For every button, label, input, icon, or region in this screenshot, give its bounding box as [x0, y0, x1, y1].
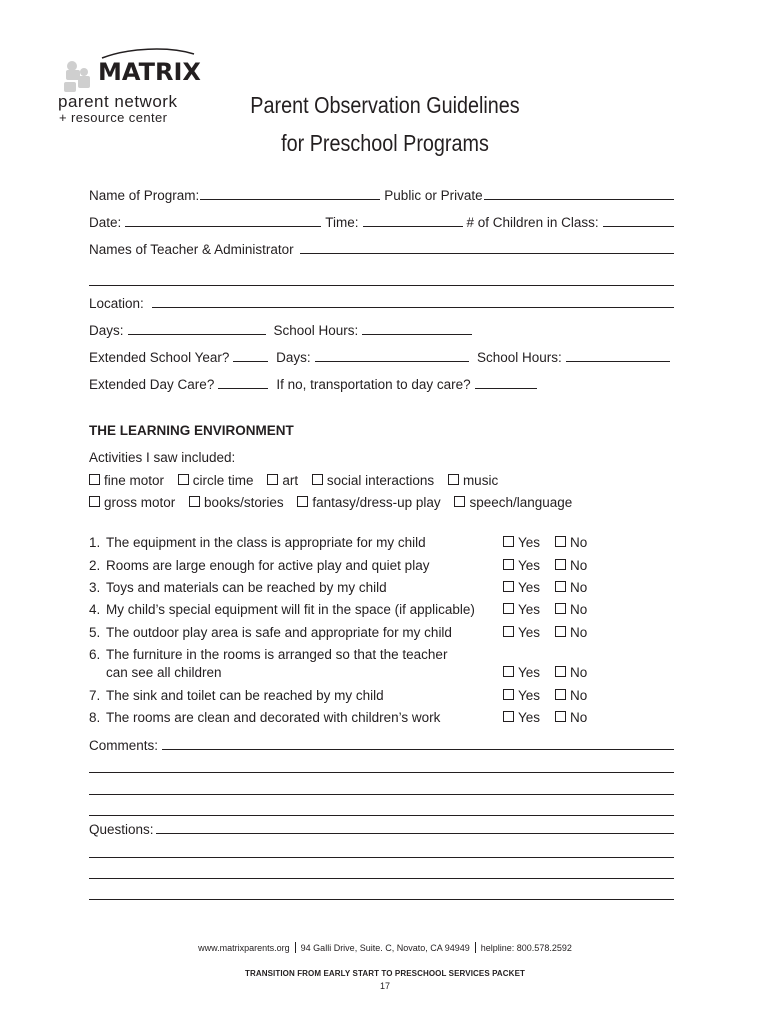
checkbox-icon[interactable] [503, 689, 514, 700]
yes-label: Yes [518, 665, 541, 680]
extended-school-year-field[interactable] [233, 361, 268, 362]
teacher-admin-field[interactable] [300, 253, 674, 254]
yes-option[interactable] [503, 535, 540, 550]
no-label: No [570, 602, 588, 617]
no-label: No [570, 625, 588, 640]
children-count-field[interactable] [603, 226, 674, 227]
program-row [89, 188, 674, 203]
checkbox-icon[interactable] [555, 536, 566, 547]
question-text: Toys and materials can be reached by my child [106, 580, 387, 595]
checkbox-icon[interactable] [503, 559, 514, 570]
school-hours-label: School Hours: [273, 323, 359, 338]
checkbox-icon[interactable] [503, 536, 514, 547]
comments-line-4[interactable] [89, 815, 674, 816]
checkbox-icon[interactable] [555, 581, 566, 592]
checkbox-icon[interactable] [312, 474, 323, 485]
yes-label: Yes [518, 535, 541, 550]
question-text-continued: can see all children [106, 665, 222, 680]
yes-label: Yes [518, 558, 541, 573]
logo-tagline-2: + resource center [59, 110, 168, 125]
question-text: The outdoor play area is safe and appropriate for my child [106, 625, 452, 640]
checkbox-icon[interactable] [178, 474, 189, 485]
footer-helpline: helpline: 800.578.2592 [480, 943, 572, 953]
questions-row [89, 822, 674, 837]
no-option[interactable] [555, 602, 587, 617]
footer-contact [0, 942, 770, 953]
questions-line-2[interactable] [89, 857, 674, 858]
checkbox-icon[interactable] [555, 603, 566, 614]
no-option[interactable] [555, 535, 587, 550]
checkbox-icon[interactable] [555, 559, 566, 570]
extended-year-row [89, 350, 674, 365]
questions-label: Questions: [89, 822, 154, 837]
name-of-program-label: Name of Program: [89, 188, 200, 203]
activity-art[interactable]: art [267, 473, 298, 488]
checkbox-icon[interactable] [503, 626, 514, 637]
yes-label: Yes [518, 580, 541, 595]
checkbox-icon[interactable] [503, 603, 514, 614]
activity-music[interactable]: music [448, 473, 498, 488]
questions-field[interactable] [156, 833, 674, 834]
checkbox-icon[interactable] [503, 711, 514, 722]
activity-circle-time[interactable]: circle time [178, 473, 254, 488]
no-label: No [570, 710, 588, 725]
no-label: No [570, 535, 588, 550]
day-care-row [89, 377, 674, 392]
yes-label: Yes [518, 710, 541, 725]
checkbox-icon[interactable] [555, 626, 566, 637]
extended-day-care-field[interactable] [218, 388, 268, 389]
activities-row-1 [89, 473, 508, 488]
question-number: 1. [89, 535, 101, 550]
days-field[interactable] [128, 334, 266, 335]
days-field-2[interactable] [315, 361, 469, 362]
yes-label: Yes [518, 602, 541, 617]
question-text: The sink and toilet can be reached by my child [106, 688, 384, 703]
question-text: The furniture in the rooms is arranged so that the teacher [106, 647, 448, 662]
no-label: No [570, 688, 588, 703]
no-label: No [570, 558, 588, 573]
comments-line-2[interactable] [89, 772, 674, 773]
days-row [89, 323, 674, 338]
teacher-admin-label: Names of Teacher & Administrator [89, 242, 294, 257]
activity-social-interactions[interactable]: social interactions [312, 473, 434, 488]
public-private-label: Public or Private [384, 188, 483, 203]
checkbox-icon[interactable] [555, 666, 566, 677]
school-hours-label-2: School Hours: [477, 350, 562, 365]
no-option[interactable] [555, 710, 587, 725]
children-count-label: # of Children in Class: [466, 215, 599, 230]
no-option[interactable] [555, 665, 587, 680]
activity-speech-language[interactable]: speech/language [454, 495, 572, 510]
yes-option[interactable] [503, 688, 540, 703]
name-of-program-field[interactable] [200, 199, 380, 200]
yes-option[interactable] [503, 580, 540, 595]
checkbox-icon[interactable] [89, 496, 100, 507]
question-number: 5. [89, 625, 101, 640]
checkbox-icon[interactable] [503, 581, 514, 592]
footer-website[interactable]: www.matrixparents.org [198, 943, 290, 953]
transportation-field[interactable] [475, 388, 537, 389]
yes-option[interactable] [503, 665, 540, 680]
logo-tagline-1: parent network [58, 92, 178, 111]
question-text: My child’s special equipment will fit in the space (if applicable) [106, 602, 475, 617]
school-hours-field-2[interactable] [566, 361, 670, 362]
transportation-label: If no, transportation to day care? [276, 377, 471, 392]
question-number: 4. [89, 602, 101, 617]
question-number: 3. [89, 580, 101, 595]
extended-school-year-label: Extended School Year? [89, 350, 230, 365]
time-field[interactable] [363, 226, 463, 227]
no-label: No [570, 580, 588, 595]
teacher-admin-field-line-2[interactable] [89, 285, 674, 286]
yes-option[interactable] [503, 710, 540, 725]
question-text: The rooms are clean and decorated with children’s work [106, 710, 441, 725]
activities-row-2 [89, 495, 582, 510]
checkbox-icon[interactable] [555, 711, 566, 722]
checkbox-icon[interactable] [555, 689, 566, 700]
extended-day-care-label: Extended Day Care? [89, 377, 215, 392]
activity-fantasy-play[interactable]: fantasy/dress-up play [297, 495, 440, 510]
checkbox-icon[interactable] [297, 496, 308, 507]
date-row [89, 215, 674, 230]
no-option[interactable] [555, 558, 587, 573]
location-field[interactable] [152, 307, 674, 308]
section-heading: THE LEARNING ENVIRONMENT [89, 423, 294, 438]
logo-wordmark: MATRIX [98, 58, 201, 86]
location-label: Location: [89, 296, 144, 311]
activity-books-stories[interactable]: books/stories [189, 495, 284, 510]
school-hours-field[interactable] [362, 334, 472, 335]
no-option[interactable] [555, 688, 587, 703]
page-title-line-2: for Preschool Programs [281, 130, 489, 156]
activity-gross-motor[interactable]: gross motor [89, 495, 175, 510]
checkbox-icon[interactable] [89, 474, 100, 485]
activity-fine-motor[interactable]: fine motor [89, 473, 164, 488]
comments-line-3[interactable] [89, 794, 674, 795]
question-number: 6. [89, 647, 101, 662]
date-field[interactable] [125, 226, 321, 227]
checkbox-icon[interactable] [448, 474, 459, 485]
yes-option[interactable] [503, 602, 540, 617]
yes-label: Yes [518, 688, 541, 703]
question-number: 8. [89, 710, 101, 725]
activities-label: Activities I saw included: [89, 450, 236, 465]
no-option[interactable] [555, 625, 587, 640]
date-label: Date: [89, 215, 122, 230]
time-label: Time: [325, 215, 359, 230]
question-number: 7. [89, 688, 101, 703]
question-number: 2. [89, 558, 101, 573]
checkbox-icon[interactable] [454, 496, 465, 507]
footer-separator [295, 942, 296, 953]
public-private-field[interactable] [484, 199, 674, 200]
questions-line-4[interactable] [89, 899, 674, 900]
comments-field[interactable] [162, 749, 674, 750]
comments-label: Comments: [89, 738, 159, 753]
checkbox-icon[interactable] [189, 496, 200, 507]
yes-label: Yes [518, 625, 541, 640]
days-label: Days: [89, 323, 124, 338]
questions-line-3[interactable] [89, 878, 674, 879]
days-label-2: Days: [276, 350, 311, 365]
no-option[interactable] [555, 580, 587, 595]
no-label: No [570, 665, 588, 680]
checkbox-icon[interactable] [267, 474, 278, 485]
question-text: Rooms are large enough for active play and quiet play [106, 558, 430, 573]
page-number: 17 [379, 981, 390, 991]
comments-row [89, 738, 674, 753]
location-row [89, 296, 674, 311]
question-text: The equipment in the class is appropriate for my child [106, 535, 426, 550]
matrix-logo [58, 46, 218, 130]
checkbox-icon[interactable] [503, 666, 514, 677]
yes-option[interactable] [503, 558, 540, 573]
footer-separator [475, 942, 476, 953]
yes-option[interactable] [503, 625, 540, 640]
page-title-line-1: Parent Observation Guidelines [250, 92, 520, 118]
footer-packet-title: TRANSITION FROM EARLY START TO PRESCHOOL SERVICES PACKET [244, 969, 525, 978]
footer-address: 94 Galli Drive, Suite. C, Novato, CA 94949 [300, 943, 470, 953]
teacher-row [89, 242, 674, 257]
